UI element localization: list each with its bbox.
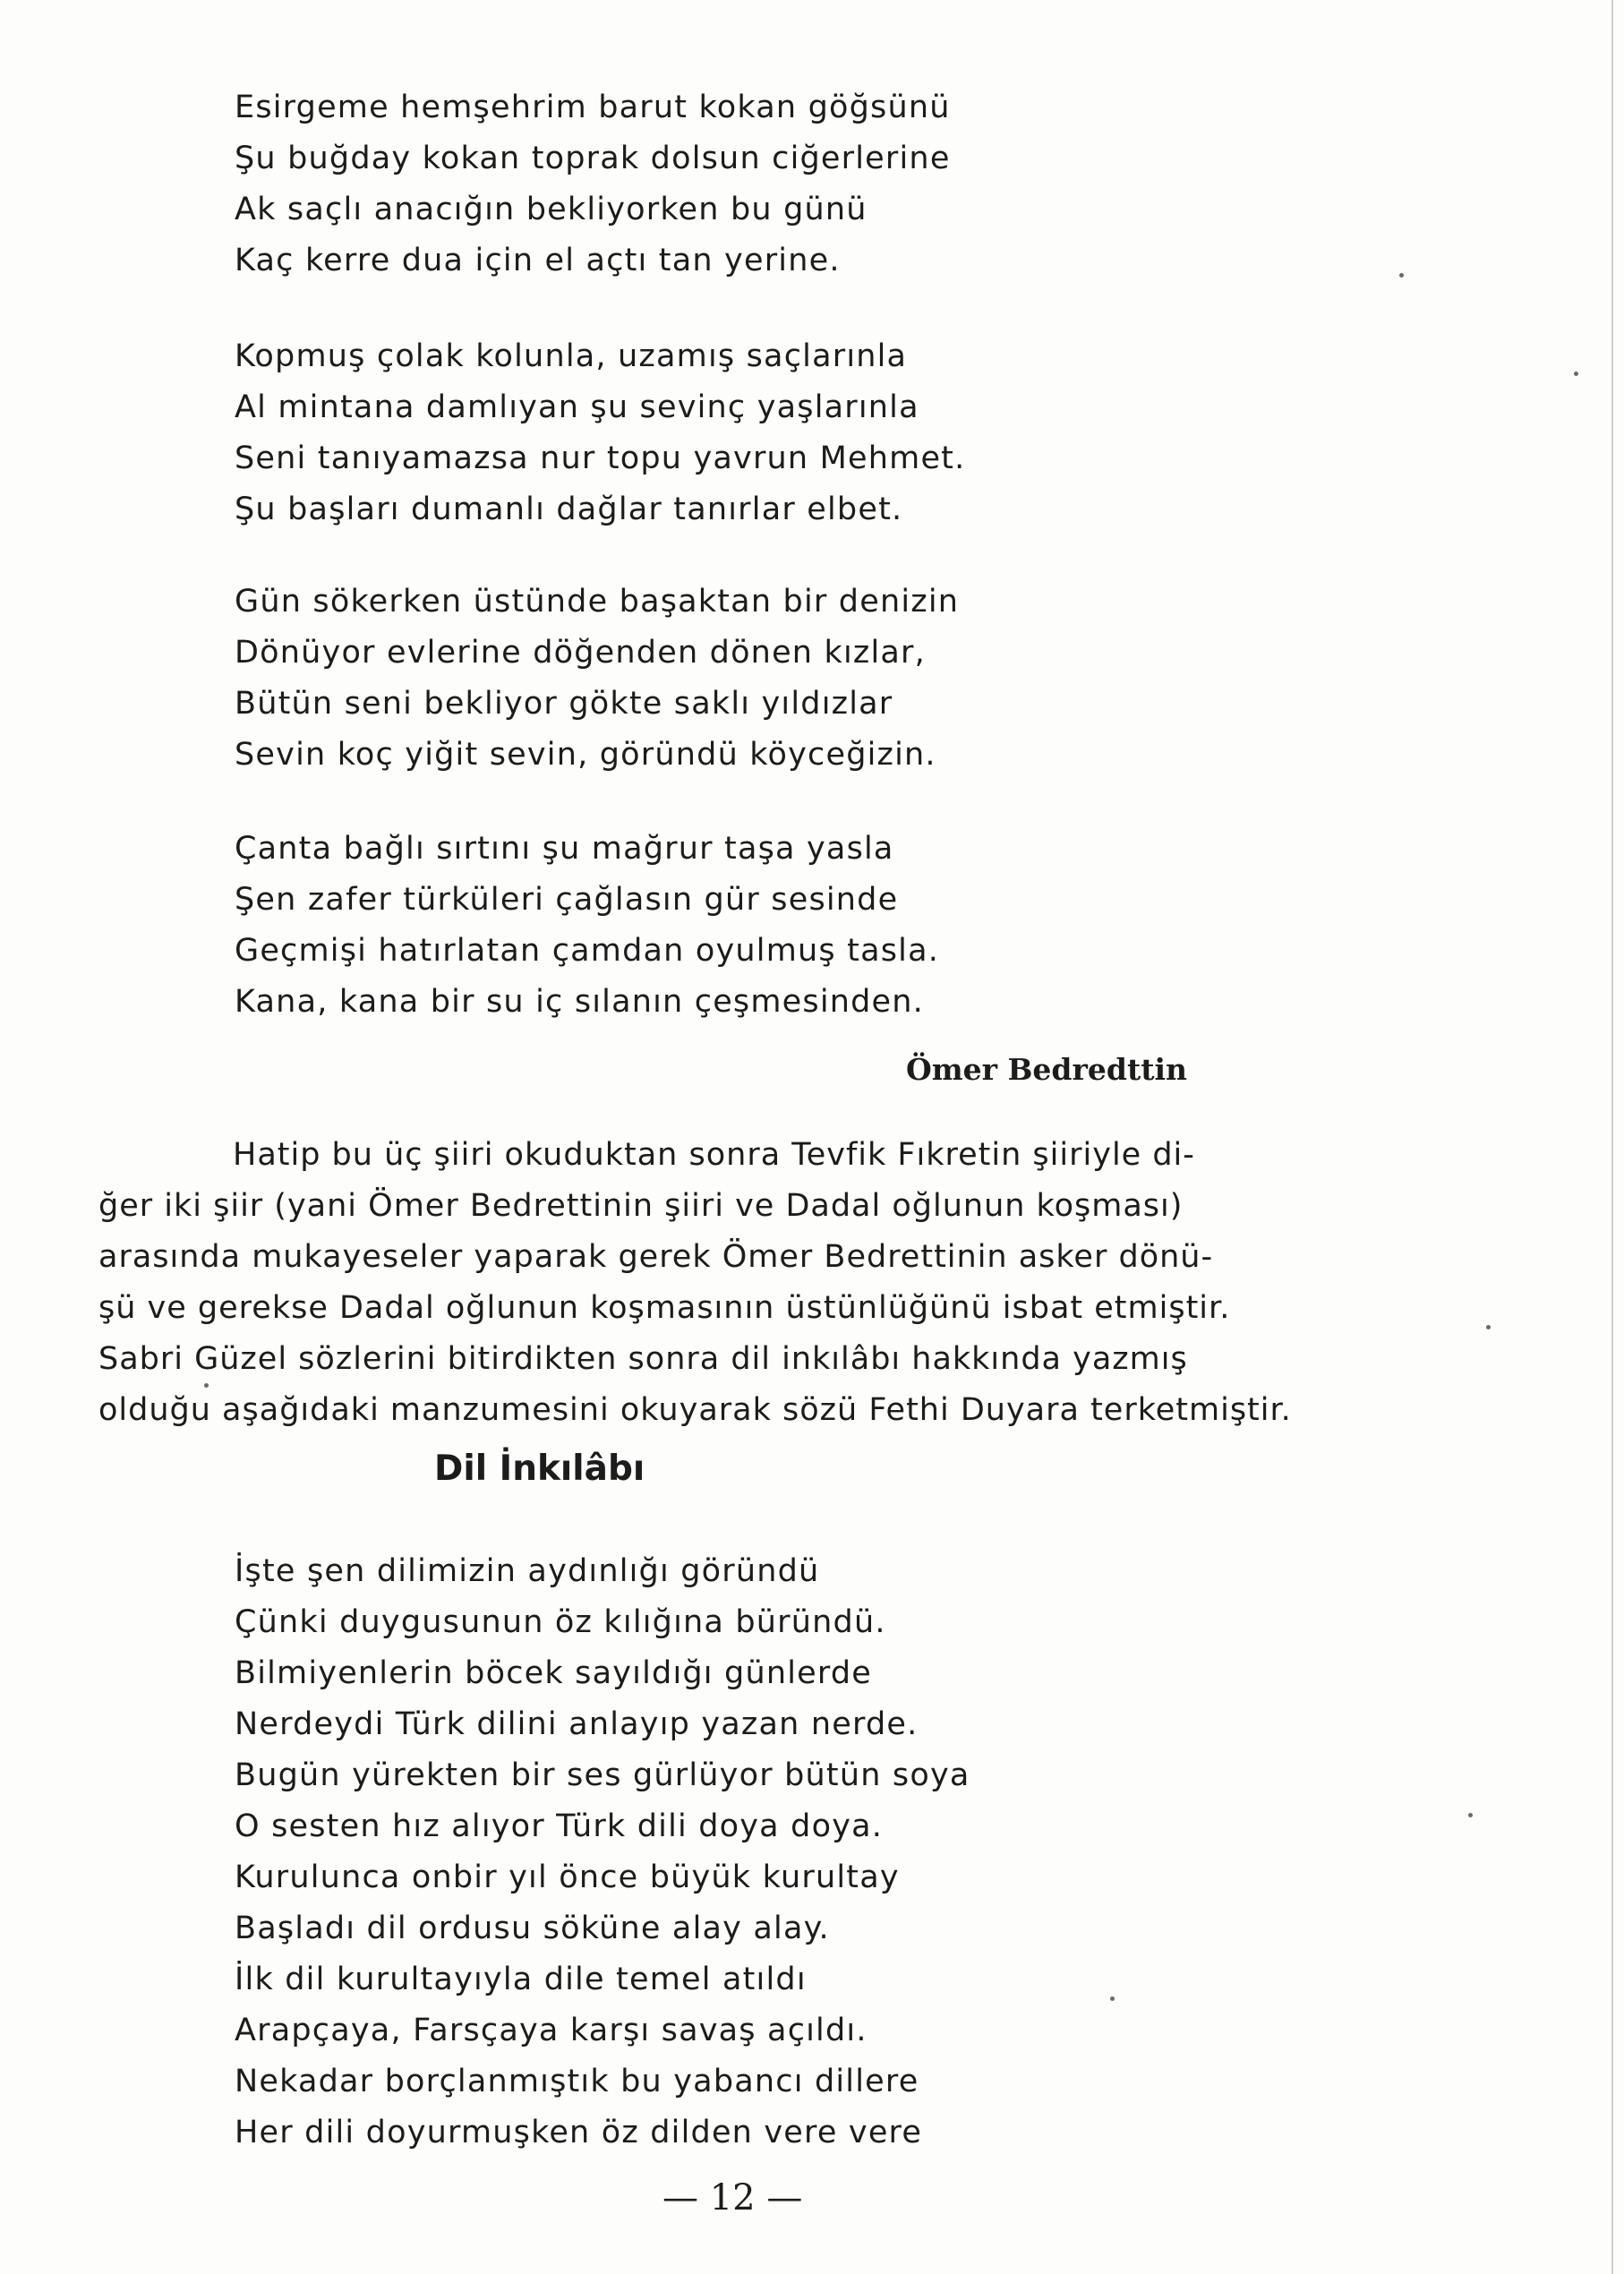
poem-line: Nekadar borçlanmıştık bu yabancı dillere — [235, 2064, 919, 2099]
poem-line: Kurulunca onbir yıl önce büyük kurultay — [235, 1859, 900, 1895]
poem-line: Nerdeydi Türk dilini anlayıp yazan nerde. — [235, 1706, 919, 1742]
poem-line: Bütün seni bekliyor gökte saklı yıldızlar — [235, 686, 893, 722]
poem-line: Kaç kerre dua için el açtı tan yerine. — [235, 243, 841, 278]
page-number: — 12 — — [662, 2177, 803, 2218]
poem-line: Bugün yürekten bir ses gürlüyor bütün soya — [235, 1757, 970, 1793]
poem-line: Ak saçlı anacığın bekliyorken bu günü — [235, 192, 868, 227]
poem-line: Dönüyor evlerine döğenden dönen kızlar, — [235, 635, 926, 671]
poem-line: Kana, kana bir su iç sılanın çeşmesinden. — [235, 984, 924, 1020]
prose-paragraph — [98, 1130, 1397, 1436]
poem-line: Bilmiyenlerin böcek sayıldığı günlerde — [235, 1655, 873, 1691]
poem-line: Çanta bağlı sırtını şu mağrur taşa yasla — [235, 831, 894, 867]
prose-line: şü ve gerekse Dadal oğlunun koşmasının üstünlüğünü isbat etmiştir. — [98, 1290, 1231, 1326]
poem1-stanza-2 — [235, 331, 965, 535]
prose-line: Hatip bu üç şiiri okuduktan sonra Tevfik Fıkretin şiiriyle di- — [233, 1137, 1195, 1173]
poem-line: Gün sökerken üstünde başaktan bir denizin — [235, 584, 960, 620]
poem-line: O sesten hız alıyor Türk dili doya doya. — [235, 1808, 884, 1844]
scan-speck — [1110, 1996, 1115, 2001]
poem-author: Ömer Bedredttin — [906, 1052, 1187, 1087]
poem-line: Şu başları dumanlı dağlar tanırlar elbet. — [235, 492, 903, 527]
poem-line: İlk dil kurultayıyla dile temel atıldı — [235, 1962, 807, 1997]
scan-speck — [1468, 1813, 1473, 1817]
scan-speck — [1486, 1325, 1491, 1329]
poem2-title: Dil İnkılâbı — [434, 1449, 645, 1489]
scan-edge-line — [1611, 0, 1613, 2274]
prose-line: arasında mukayeseler yaparak gerek Ömer Bedrettinin asker dönü- — [98, 1239, 1214, 1275]
scan-speck — [1399, 273, 1404, 278]
poem1-stanza-4 — [235, 824, 939, 1028]
poem-line: Çünki duygusunun öz kılığına büründü. — [235, 1604, 886, 1640]
poem-line: Sevin koç yiğit sevin, göründü köyceğizin. — [235, 737, 936, 773]
poem-line: Esirgeme hemşehrim barut kokan göğsünü — [235, 90, 951, 125]
poem-line: Geçmişi hatırlatan çamdan oyulmuş tasla. — [235, 933, 940, 969]
scan-speck — [204, 1383, 209, 1388]
prose-line: ğer iki şiir (yani Ömer Bedrettinin şiiri ve Dadal oğlunun koşması) — [98, 1188, 1184, 1224]
prose-line: Sabri Güzel sözlerini bitirdikten sonra dil inkılâbı hakkında yazmış — [98, 1341, 1188, 1377]
poem-line: Şen zafer türküleri çağlasın gür sesinde — [235, 882, 899, 918]
poem-line: Seni tanıyamazsa nur topu yavrun Mehmet. — [235, 440, 966, 476]
poem1-stanza-1 — [235, 82, 951, 286]
poem1-stanza-3 — [235, 577, 959, 781]
poem-line: Kopmuş çolak kolunla, uzamış saçlarınla — [235, 338, 908, 374]
prose-line: olduğu aşağıdaki manzumesini okuyarak sözü Fethi Duyara terketmiştir. — [98, 1392, 1292, 1428]
poem2-body — [235, 1546, 970, 2159]
poem-line: Al mintana damlıyan şu sevinç yaşlarınla — [235, 389, 919, 425]
poem-line: Arapçaya, Farsçaya karşı savaş açıldı. — [235, 2013, 868, 2048]
scan-speck — [1574, 372, 1578, 376]
poem-line: Başladı dil ordusu söküne alay alay. — [235, 1911, 830, 1946]
poem-line: İşte şen dilimizin aydınlığı göründü — [235, 1553, 820, 1589]
poem-line: Şu buğday kokan toprak dolsun ciğerlerine — [235, 141, 951, 176]
poem-line: Her dili doyurmuşken öz dilden vere vere — [235, 2115, 923, 2150]
